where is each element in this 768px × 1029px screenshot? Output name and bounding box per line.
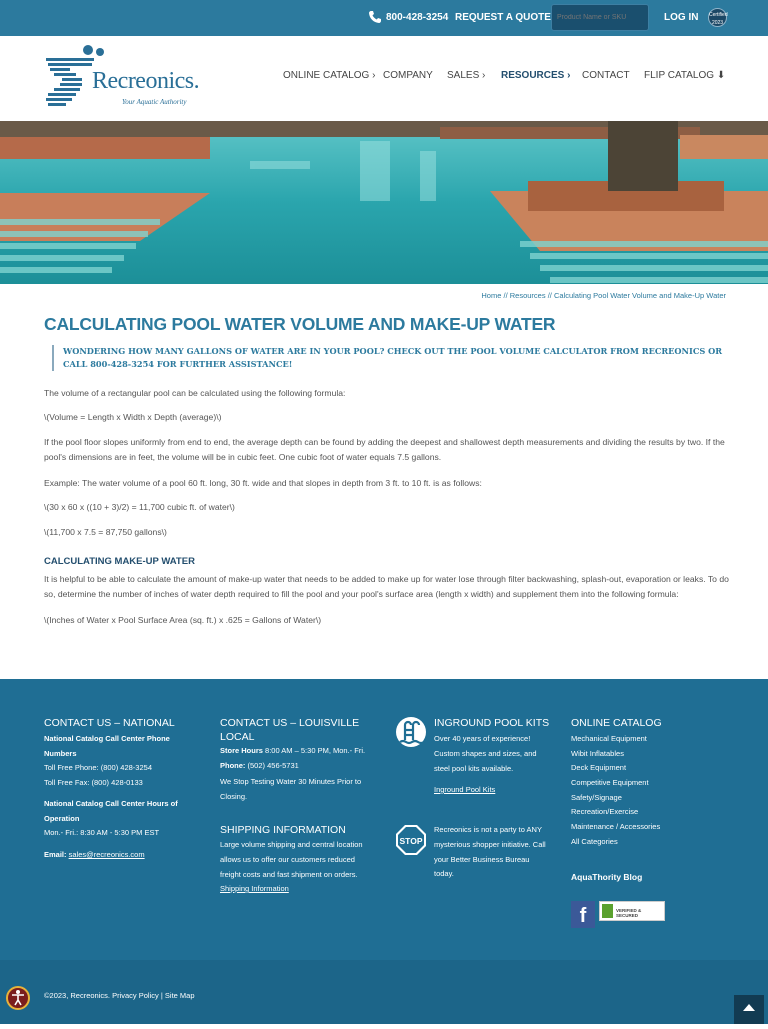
- footer-catalog-item[interactable]: Maintenance / Accessories: [571, 822, 661, 831]
- paragraph-formula-intro: The volume of a rectangular pool can be calculated using the following formula:: [44, 388, 346, 398]
- footer-hours-heading: National Catalog Call Center Hours of Operation: [44, 799, 178, 823]
- footer-hours: Mon.- Fri.: 8:30 AM - 5:30 PM EST: [44, 828, 160, 837]
- badge-line2: 2023: [711, 20, 724, 26]
- accessibility-figure-icon: [8, 988, 28, 1008]
- top-phone-link[interactable]: 800-428-3254: [386, 12, 449, 23]
- footer-store-hours-value: 8:00 AM – 5:30 PM, Mon.- Fri.: [265, 746, 366, 755]
- nav-company[interactable]: COMPANY: [383, 70, 433, 81]
- paragraph-average-depth: If the pool floor slopes uniformly from end to end, the average depth can be found by adding the deepest and shallowest depth measurements and dividing the results by two. If the pool's dimensions are in feet, the volume will be in cubic feet. One cubic foot of water equals 7.5 gallons.: [44, 437, 725, 462]
- footer-shipping-link-wrap: [220, 882, 289, 897]
- footer-catalog-title: ONLINE CATALOG: [571, 717, 662, 729]
- hero-pool-image: [0, 121, 768, 284]
- paragraph-make-up-water: It is helpful to be able to calculate the amount of make-up water that needs to be added to make up for water lose through filter backwashing, splash-out, evaporation or leaks. To do so, determine the number of inches of water depth required to fill the pool and your pool's surface area (length x width) and supplement them into the following formula:: [44, 574, 729, 599]
- footer-catalog-item[interactable]: Safety/Signage: [571, 792, 622, 802]
- footer-catalog-item[interactable]: Recreation/Exercise: [571, 807, 639, 816]
- nav-label: FLIP CATALOG: [644, 70, 715, 81]
- footer-phone-heading: National Catalog Call Center Phone Numbers: [44, 734, 170, 758]
- footer-inground-link[interactable]: Inground Pool Kits: [434, 785, 496, 794]
- breadcrumb-sep: //: [547, 291, 552, 300]
- footer-blog-link[interactable]: AquaThority Blog: [571, 872, 643, 882]
- privacy-link[interactable]: Privacy Policy: [112, 991, 159, 1000]
- breadcrumb-current: Calculating Pool Water Volume and Make-Up Water: [553, 291, 726, 300]
- formula-make-up-water: \(Inches of Water x Pool Surface Area (sq. ft.) x .625 = Gallons of Water\): [44, 615, 322, 625]
- nav-label: ONLINE CATALOG: [283, 70, 370, 81]
- footer-toll-free-fax: Toll Free Fax: (800) 428-0133: [44, 778, 143, 787]
- breadcrumb-resources[interactable]: Resources: [509, 291, 546, 300]
- formula-gallons: \(11,700 x 7.5 = 87,750 gallons\): [44, 527, 167, 537]
- nav-contact[interactable]: CONTACT: [582, 70, 630, 81]
- seal-text: VERIFIED & SECURED: [616, 908, 642, 918]
- chevron-right-icon: ›: [567, 70, 571, 81]
- sitemap-link[interactable]: Site Map: [164, 991, 195, 1000]
- footer-catalog-item[interactable]: Wibit Inflatables: [571, 748, 624, 758]
- footer-store-hours-label: Store Hours: [220, 746, 263, 755]
- scroll-to-top-button[interactable]: [734, 995, 764, 1024]
- nav-label: SALES: [447, 70, 480, 81]
- badge-line1: Certified: [709, 12, 728, 18]
- pool-illustration: [0, 121, 768, 284]
- chevron-up-icon: [734, 995, 764, 1024]
- footer-stop-text: Recreonics is not a party to ANY mysterious shopper initiative. Call your Better Business Bureau today.: [434, 825, 546, 879]
- footer-shipping-title: SHIPPING INFORMATION: [220, 824, 346, 836]
- formula-cubic-feet: \(30 x 60 x ((10 + 3)/2) = 11,700 cubic ft. of water\): [44, 502, 235, 512]
- pool-ladder-icon: [395, 716, 427, 748]
- footer-catalog-item[interactable]: All Categories: [571, 837, 618, 846]
- callout-quote: WONDERING HOW MANY GALLONS OF WATER ARE IN YOUR POOL? CHECK OUT THE POOL VOLUME CALCULATOR FROM RECREONICS OR CALL 800-428-3254 FOR FURTHER ASSISTANCE!: [52, 345, 732, 371]
- footer-email-row: [44, 848, 145, 863]
- footer-testing-note: We Stop Testing Water 30 Minutes Prior to Closing.: [220, 777, 362, 801]
- breadcrumb-home[interactable]: Home: [481, 291, 502, 300]
- chevron-right-icon: ›: [482, 70, 486, 81]
- accessibility-icon[interactable]: [6, 986, 30, 1010]
- footer-email-label: Email:: [44, 850, 67, 859]
- footer-email-link[interactable]: sales@recreonics.com: [68, 850, 145, 859]
- download-icon: ⬇: [716, 70, 726, 81]
- logo[interactable]: [44, 44, 204, 112]
- nav-resources[interactable]: [501, 70, 570, 81]
- footer-catalog-item[interactable]: Competitive Equipment: [571, 778, 649, 787]
- site-header: [0, 36, 768, 121]
- chevron-right-icon: ›: [372, 70, 376, 81]
- footer-shipping-text: Large volume shipping and central location allows us to offer our customers reduced freight costs and fast shipment on orders.: [220, 840, 363, 879]
- paragraph-example: Example: The water volume of a pool 60 ft. long, 30 ft. wide and that slopes in depth from 3 ft. to 10 ft. is as follows:: [44, 478, 482, 488]
- footer-shipping-link[interactable]: Shipping Information: [220, 884, 289, 893]
- nav-online-catalog[interactable]: [283, 70, 375, 81]
- nav-label: RESOURCES: [501, 70, 565, 81]
- separator: |: [160, 991, 163, 1000]
- footer-louisville-title: CONTACT US – LOUISVILLE LOCAL: [220, 717, 360, 743]
- footer-store-hours: [220, 744, 380, 759]
- logo-text: Recreonics.: [92, 68, 200, 94]
- nav-flip-catalog[interactable]: [644, 70, 725, 81]
- page-title: CALCULATING POOL WATER VOLUME AND MAKE-UP WATER: [44, 314, 556, 334]
- search-input[interactable]: [551, 4, 649, 31]
- nav-sales[interactable]: [447, 70, 485, 81]
- section-heading-make-up-water: CALCULATING MAKE-UP WATER: [44, 556, 195, 567]
- footer-inground-link-wrap: [434, 783, 495, 798]
- footer-local-phone-value: (502) 456-5731: [247, 761, 299, 770]
- phone-icon: [368, 10, 382, 24]
- copyright-row: [44, 991, 195, 1000]
- logo-tagline: Your Aquatic Authority: [122, 98, 187, 106]
- footer-toll-free-phone[interactable]: Toll Free Phone: (800) 428-3254: [44, 763, 152, 772]
- copyright-text: ©2023, Recreonics.: [44, 991, 110, 1000]
- lock-icon: [602, 904, 613, 918]
- footer-inground-text: Over 40 years of experience! Custom shapes and sizes, and steel pool kits available.: [434, 734, 537, 773]
- stop-sign-label: STOP: [399, 836, 423, 846]
- login-link[interactable]: LOG IN: [664, 12, 699, 23]
- footer-national-title: CONTACT US – NATIONAL: [44, 717, 175, 729]
- breadcrumb-sep: //: [503, 291, 508, 300]
- secured-seal-icon[interactable]: [599, 901, 665, 921]
- formula-volume: \(Volume = Length x Width x Depth (average)\): [44, 412, 222, 422]
- top-bar: [0, 0, 768, 36]
- facebook-icon[interactable]: f: [571, 901, 595, 928]
- footer-local-phone[interactable]: [220, 759, 299, 774]
- certification-badge-icon[interactable]: [708, 8, 727, 27]
- footer-inground-title: INGROUND POOL KITS: [434, 717, 550, 729]
- footer-local-phone-label: Phone:: [220, 761, 246, 770]
- breadcrumb: [481, 291, 726, 300]
- bottom-bar: [0, 960, 768, 1024]
- footer-catalog-item[interactable]: Deck Equipment: [571, 763, 627, 772]
- footer-catalog-item[interactable]: Mechanical Equipment: [571, 734, 647, 743]
- site-footer: [0, 679, 768, 960]
- request-quote-link[interactable]: REQUEST A QUOTE: [455, 12, 551, 23]
